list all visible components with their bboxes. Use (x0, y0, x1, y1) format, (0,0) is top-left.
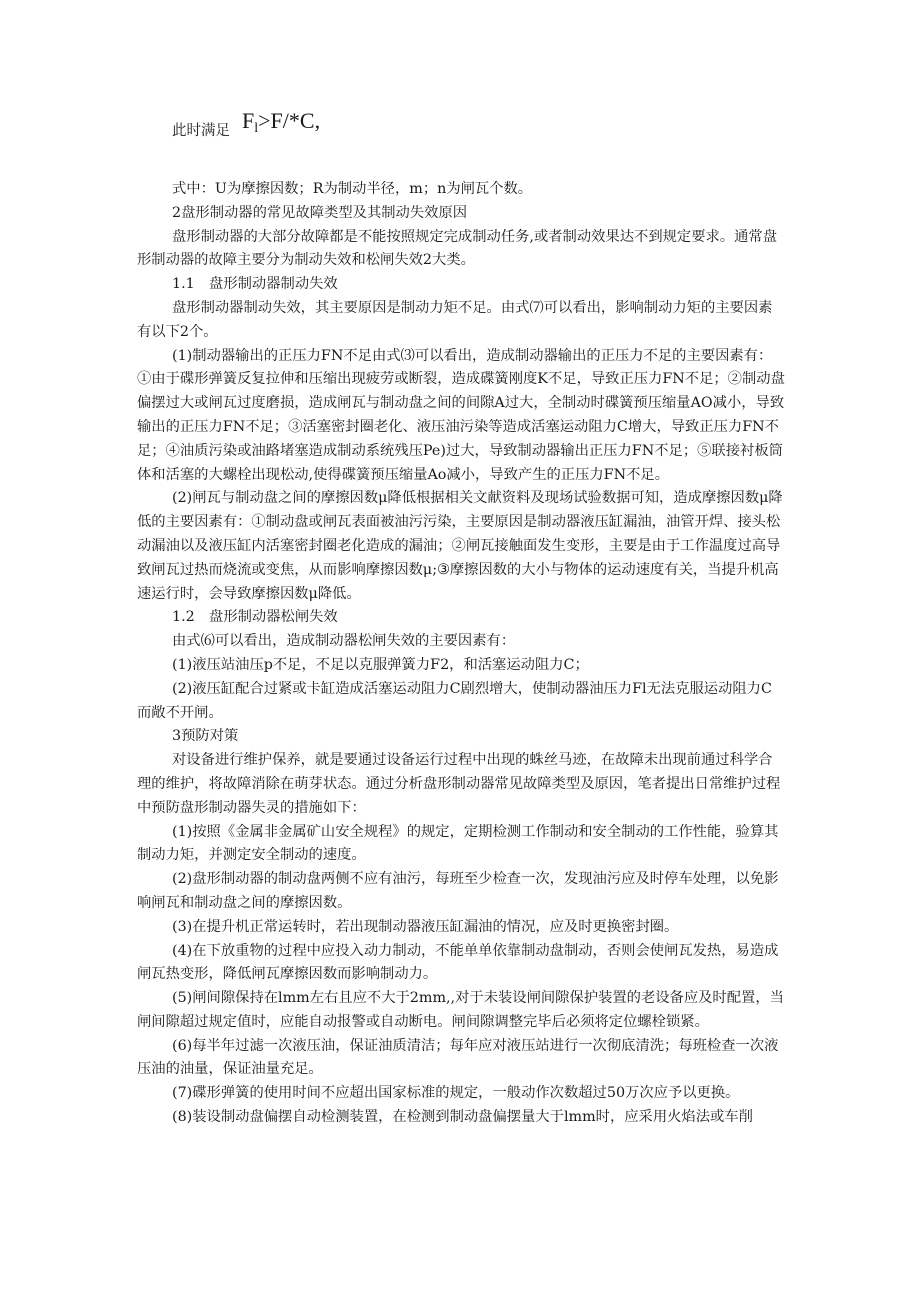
variable-definition: 式中：U为摩擦因数；R为制动半径，m；n为闸瓦个数。 (172, 181, 533, 197)
measure-item: (5)闸间隙保持在lmm左右且应不大于2mm,,对于未装设闸间隙保护装置的老设备应及时配置，当闸间隙超过规定值时，应能自动报警或自动断电。闸间隙调整完毕后必须将定位螺栓锁紧。 (137, 990, 784, 1030)
subsection-1-1-heading: 1.1 盘形制动器制动失效 (172, 276, 338, 293)
measure-item: (1)按照《金属非金属矿山安全规程》的规定，定期检测工作制动和安全制动的工作性能，验算其制动力矩，并测定安全制动的速度。 (137, 823, 779, 864)
document-body (137, 178, 785, 1130)
subsection-1-1-item-1: (1)制动器输出的正压力FN不足由式⑶可以看出，造成制动器输出的正压力不足的主要因素有：①由于碟形弹簧反复拉伸和压缩出现疲劳或断裂，造成碟簧刚度K不足，导致正压力FN不足；②制动盘偏摆过大或闸瓦过度磨损，造成闸瓦与制动盘之间的间隙A过大，全制动时碟簧预压缩量AO减小，导致输出的正压力FN不足；③活塞密封圈老化、液压油污染等造成活塞运动阻力C增大，导致正压力FN不足；④油质污染或油路堵塞造成制动系统残压Pe)过大，导致制动器输出正压力FN不足；⑤联接衬板筒体和活塞的大螺栓出现松动,使得碟簧预压缩量Ao减小，导致产生的正压力FN不足。 (137, 347, 785, 483)
measure-item: (8)装设制动盘偏摆自动检测装置，在检测到制动盘偏摆量大于lmm时，应采用火焰法或车削 (172, 1109, 753, 1126)
measure-item: (6)每半年过滤一次液压油，保证油质清洁；每年应对液压站进行一次彻底清洗；每班检查一次液压油的油量，保证油量充足。 (137, 1037, 779, 1078)
section-3-heading: 3预防对策 (172, 728, 239, 745)
measure-item: (3)在提升机正常运转时，若出现制动器液压缸漏油的情况，应及时更换密封圈。 (172, 918, 679, 935)
subsection-1-1-item-2: (2)闸瓦与制动盘之间的摩擦因数μ降低根据相关文献资料及现场试验数据可知，造成摩擦因数μ降低的主要因素有：①制动盘或闸瓦表面被油污污染，主要原因是制动器液压缸漏油，油管开焊、接头松动漏油以及液压缸内活塞密封圈老化造成的漏油；②闸瓦接触面发生变形，主要是由于工作温度过高导致闸瓦过热而烧流或变焦，从而影响摩擦因数μ;③摩擦因数的大小与物体的运动速度有关，当提升机高速运行时，会导致摩擦因数μ降低。 (137, 490, 783, 602)
subsection-1-2-item-1: (1)液压站油压p不足，不足以克服弹簧力F2，和活塞运动阻力C； (172, 656, 589, 673)
subsection-1-2-heading: 1.2 盘形制动器松闸失效 (172, 609, 338, 626)
formula-lead-text: 此时满足 (172, 123, 230, 139)
measure-item: (7)碟形弹簧的使用时间不应超出国家标准的规定，一般动作次数超过50万次应予以更换。 (172, 1085, 740, 1102)
measure-item: (2)盘形制动器的制动盘两侧不应有油污，每班至少检查一次，发现油污应及时停车处理，以免影响闸瓦和制动盘之间的摩擦因数。 (137, 871, 779, 911)
section-2-heading: 2盘形制动器的常见故障类型及其制动失效原因 (172, 204, 468, 221)
subsection-1-2-item-2: (2)液压缸配合过紧或卡缸造成活塞运动阻力C剧烈增大，使制动器油压力Fl无法克服运动阻力C而敞不开闸。 (137, 680, 772, 721)
subsection-1-2-intro: 由式⑹可以看出，造成制动器松闸失效的主要因素有： (172, 633, 516, 650)
measure-item: (4)在下放重物的过程中应投入动力制动，不能单单依靠制动盘制动，否则会使闸瓦发热，易造成闸瓦热变形，降低闸瓦摩擦因数而影响制动力。 (137, 942, 779, 983)
section-2-intro: 盘形制动器的大部分故障都是不能按照规定完成制动任务,或者制动效果达不到规定要求。通常盘形制动器的故障主要分为制动失效和松闸失效2大类。 (137, 228, 778, 269)
brake-force-formula: $F_l>F/*C$, (242, 108, 321, 136)
subsection-1-1-intro: 盘形制动器制动失效，其主要原因是制动力矩不足。由式⑺可以看出，影响制动力矩的主要因素有以下2个。 (137, 299, 773, 340)
section-3-intro: 对设备进行维护保养，就是要通过设备运行过程中出现的蛛丝马迹，在故障未出现前通过科学合理的维护，将故障消除在萌芽状态。通过分析盘形制动器常见故障类型及原因，笔者提出日常维护过程中预防盘形制动器失灵的措施如下： (137, 752, 781, 816)
